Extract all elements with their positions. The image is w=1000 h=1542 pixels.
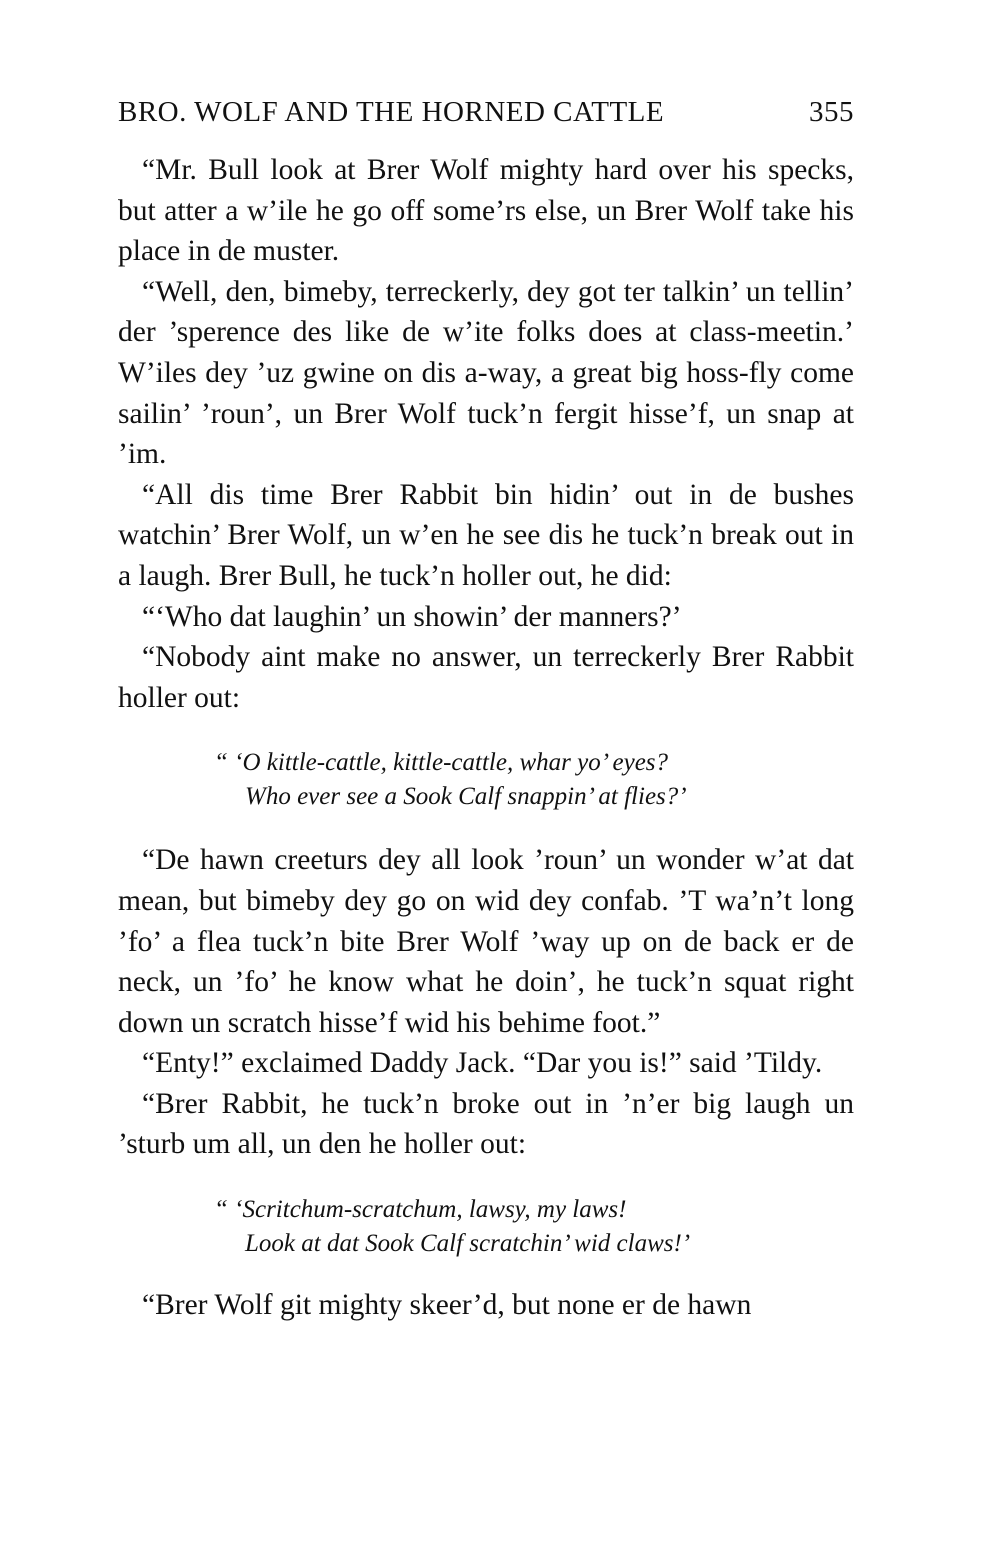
paragraph-3: “All dis time Brer Rabbit bin hidin’ out in de bushes watchin’ Brer Wolf, un w’en he see dis he tuck’n break out in a laugh. Brer Bull, he tuck’n holler out, he did: [118, 478, 854, 592]
paragraph-1: “Mr. Bull look at Brer Wolf mighty hard over his specks, but atter a w’ile he go off some’rs else, un Brer Wolf take his place in de muster. [118, 154, 854, 268]
paragraph-5: “Nobody aint make no answer, un terreckerly Brer Rabbit holler out: [118, 641, 854, 714]
paragraph-8: “Brer Rabbit, he tuck’n broke out in ’n’er big laugh un ’sturb um all, un den he holler out: [118, 1087, 854, 1161]
running-head [118, 96, 854, 140]
verse-kittle-cattle [118, 746, 854, 814]
verse-2-line-1: “ ‘Scritchum-scratchum, lawsy, my laws! [214, 1196, 627, 1224]
paragraph-6: “De hawn creeturs dey all look ’roun’ un wonder w’at dat mean, but bimeby dey go on wid dey confab. ’T wa’n’t long ’fo’ a flea tuck’n bite Brer Wolf ’way up on de back er de neck, un ’fo’ he know what he doin’, he tuck’n squat right down un scratch hisse’f wid his behime foot.” [118, 844, 854, 1039]
running-title: BRO. WOLF AND THE HORNED CATTLE [118, 96, 665, 128]
page-number: 355 [809, 96, 854, 128]
verse-scritchum-scratchum [118, 1193, 854, 1261]
paragraph-9: “Brer Wolf git mighty skeer’d, but none er de hawn [142, 1289, 752, 1322]
book-page [118, 96, 854, 1326]
paragraph-7: “Enty!” exclaimed Daddy Jack. “Dar you is!” said ’Tildy. [142, 1047, 823, 1080]
paragraph-2: “Well, den, bimeby, terreckerly, dey got ter talkin’ un tellin’ der ’sperence des like de w’ite folks does at class-meetin.’ W’iles dey ’uz gwine on dis a-way, a great big hoss-fly come sailin’ ’roun’, un Brer Wolf tuck’n fergit hisse’f, un snap at ’im. [118, 275, 854, 471]
verse-2-line-2: Look at dat Sook Calf scratchin’ wid claws!’ [245, 1230, 691, 1258]
paragraph-4: “‘Who dat laughin’ un showin’ der manners?’ [142, 600, 682, 633]
verse-1-line-2: Who ever see a Sook Calf snappin’ at flies?’ [245, 783, 687, 811]
verse-1-line-1: “ ‘O kittle-cattle, kittle-cattle, whar yo’ eyes? [214, 749, 669, 777]
